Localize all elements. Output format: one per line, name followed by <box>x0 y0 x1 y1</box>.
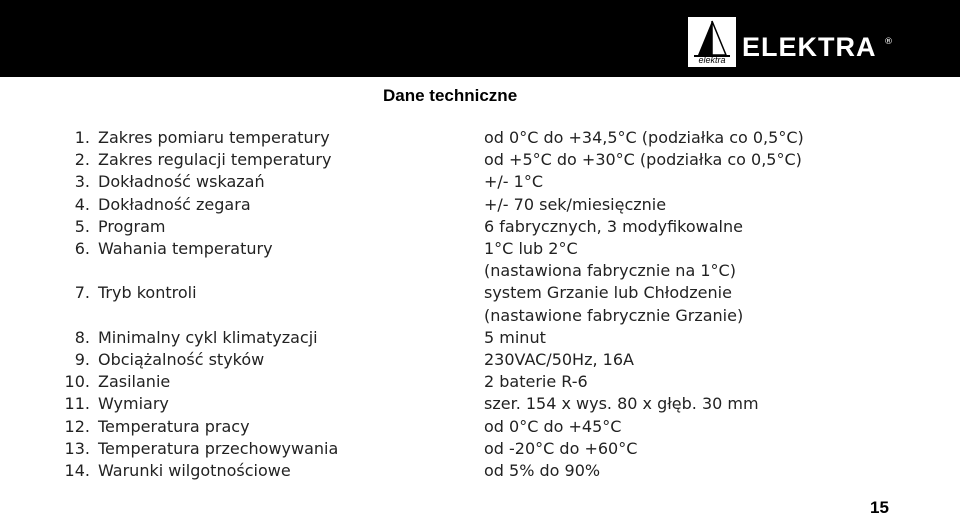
spec-number: 11. <box>64 394 90 413</box>
spec-number: 3. <box>74 172 90 191</box>
spec-number: 9. <box>74 350 90 369</box>
spec-row <box>0 460 960 482</box>
spec-label: Zakres pomiaru temperatury <box>98 128 330 147</box>
spec-row <box>0 438 960 460</box>
spec-label: Zakres regulacji temperatury <box>98 150 332 169</box>
spec-number: 13. <box>64 439 90 458</box>
page-number: 15 <box>870 498 889 517</box>
spec-number: 4. <box>74 195 90 214</box>
spec-value: od +5°C do +30°C (podziałka co 0,5°C) <box>484 150 802 169</box>
spec-row <box>0 416 960 438</box>
spec-value: (nastawione fabrycznie Grzanie) <box>484 306 744 325</box>
spec-label: Minimalny cykl klimatyzacji <box>98 328 318 347</box>
spec-number: 14. <box>64 461 90 480</box>
spec-number: 8. <box>74 328 90 347</box>
header-bar <box>0 0 960 77</box>
spec-value: od 0°C do +34,5°C (podziałka co 0,5°C) <box>484 128 804 147</box>
spec-label: Temperatura pracy <box>98 417 250 436</box>
spec-row <box>0 393 960 415</box>
spec-label: Obciążalność styków <box>98 350 265 369</box>
spec-label: Temperatura przechowywania <box>98 439 339 458</box>
spec-number: 7. <box>74 283 90 302</box>
spec-value: 1°C lub 2°C <box>484 239 578 258</box>
spec-value: od -20°C do +60°C <box>484 439 638 458</box>
logo-small-text: elektra <box>698 55 726 65</box>
spec-row <box>0 371 960 393</box>
page-title: Dane techniczne <box>383 86 518 105</box>
spec-value: od 0°C do +45°C <box>484 417 622 436</box>
spec-row <box>0 127 960 149</box>
spec-value: 6 fabrycznych, 3 modyfikowalne <box>484 217 743 236</box>
spec-label: Wymiary <box>98 394 169 413</box>
spec-row <box>0 349 960 371</box>
spec-value: +/- 1°C <box>484 172 544 191</box>
elektra-logo <box>688 17 736 67</box>
spec-row <box>0 149 960 171</box>
spec-value: system Grzanie lub Chłodzenie <box>484 283 732 302</box>
spec-number: 10. <box>64 372 90 391</box>
spec-label: Program <box>98 217 166 236</box>
spec-label: Warunki wilgotnościowe <box>98 461 291 480</box>
spec-number: 2. <box>74 150 90 169</box>
spec-row <box>0 305 960 327</box>
spec-row <box>0 327 960 349</box>
spec-value: 2 baterie R-6 <box>484 372 588 391</box>
registered-mark: ® <box>884 37 893 47</box>
spec-number: 1. <box>74 128 90 147</box>
spec-row <box>0 216 960 238</box>
spec-label: Dokładność wskazań <box>98 172 265 191</box>
brand-name: ELEKTRA <box>742 32 877 62</box>
spec-label: Wahania temperatury <box>98 239 273 258</box>
spec-row <box>0 194 960 216</box>
spec-value: +/- 70 sek/miesięcznie <box>484 195 667 214</box>
spec-row <box>0 282 960 304</box>
spec-value: (nastawiona fabrycznie na 1°C) <box>484 261 736 280</box>
spec-row <box>0 171 960 193</box>
spec-row <box>0 260 960 282</box>
spec-label: Tryb kontroli <box>98 283 197 302</box>
spec-row <box>0 238 960 260</box>
spec-label: Dokładność zegara <box>98 195 251 214</box>
spec-value: 230VAC/50Hz, 16A <box>484 350 634 369</box>
spec-number: 6. <box>74 239 90 258</box>
spec-value: szer. 154 x wys. 80 x głęb. 30 mm <box>484 394 759 413</box>
spec-number: 12. <box>64 417 90 436</box>
spec-value: od 5% do 90% <box>484 461 601 480</box>
spec-number: 5. <box>74 217 90 236</box>
spec-label: Zasilanie <box>98 372 171 391</box>
spec-value: 5 minut <box>484 328 546 347</box>
